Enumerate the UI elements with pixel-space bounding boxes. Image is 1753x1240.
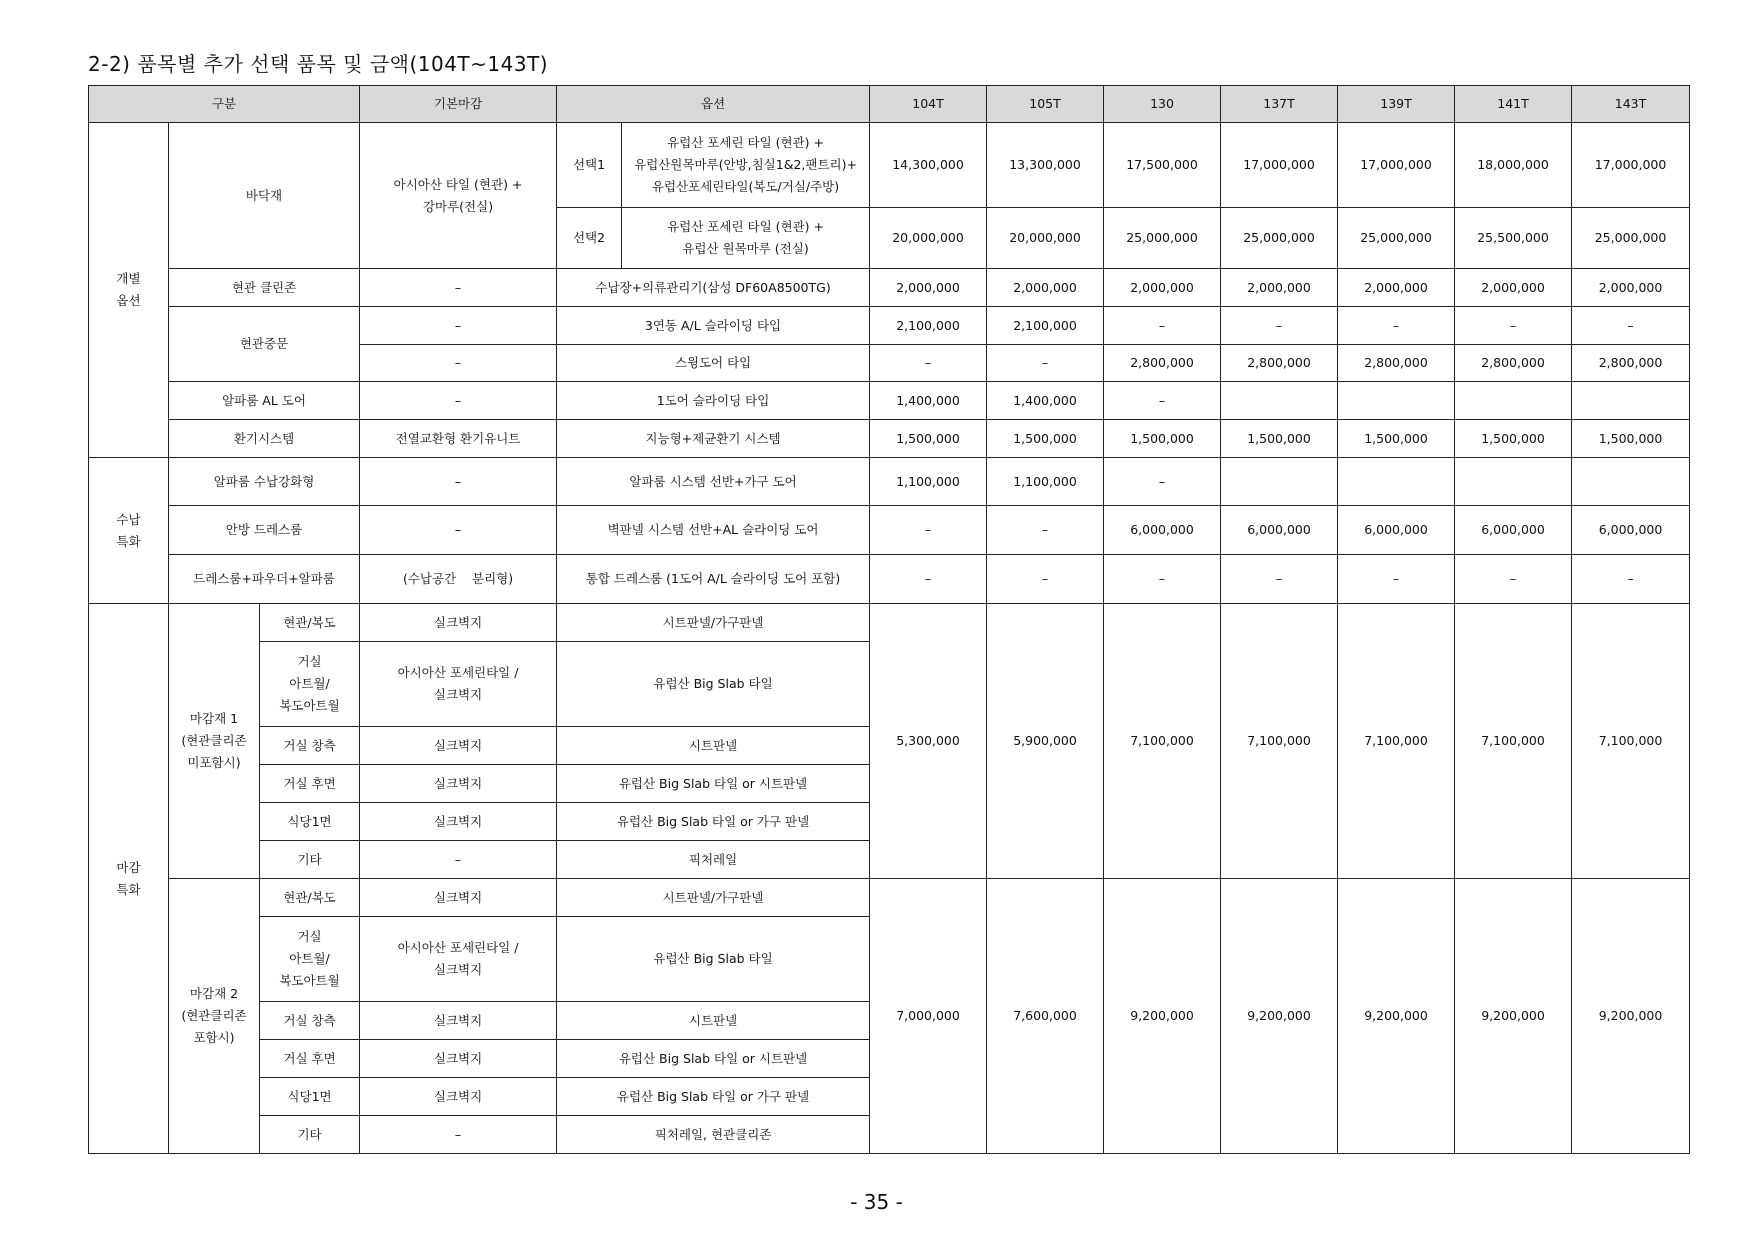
- price-cell: 6,000,000: [1221, 506, 1338, 555]
- option-desc: 유럽산 Big Slab 타일 or 가구 판넬: [557, 1078, 870, 1116]
- price-cell: 1,500,000: [1221, 420, 1338, 458]
- basic-finish: 실크벽지: [360, 1078, 557, 1116]
- header-type: 104T: [870, 86, 987, 123]
- option-desc: 유럽산 Big Slab 타일: [557, 642, 870, 727]
- price-cell: 5,900,000: [987, 604, 1104, 879]
- price-cell: [1221, 458, 1338, 506]
- header-gubun: 구분: [89, 86, 360, 123]
- price-cell: 1,400,000: [987, 382, 1104, 420]
- price-cell: 2,800,000: [1455, 345, 1572, 382]
- price-cell: –: [987, 506, 1104, 555]
- price-cell: –: [1572, 307, 1690, 345]
- option-desc: 1도어 슬라이딩 타입: [557, 382, 870, 420]
- price-cell: 2,800,000: [1104, 345, 1221, 382]
- option-desc: 유럽산 Big Slab 타일: [557, 917, 870, 1002]
- basic-finish: –: [360, 841, 557, 879]
- basic-finish: –: [360, 345, 557, 382]
- option-desc: 시트판넬/가구판넬: [557, 604, 870, 642]
- price-cell: 2,000,000: [1104, 269, 1221, 307]
- price-cell: 1,500,000: [1572, 420, 1690, 458]
- price-cell: 5,300,000: [870, 604, 987, 879]
- group-label-individual: 개별 옵션: [89, 123, 169, 458]
- price-cell: 1,100,000: [987, 458, 1104, 506]
- basic-finish: –: [360, 506, 557, 555]
- option-desc: 픽처레일: [557, 841, 870, 879]
- sub-item: 현관/복도: [260, 604, 360, 642]
- price-cell: 2,000,000: [987, 269, 1104, 307]
- price-cell: 7,600,000: [987, 879, 1104, 1154]
- price-cell: 13,300,000: [987, 123, 1104, 208]
- price-cell: –: [870, 506, 987, 555]
- price-cell: 9,200,000: [1104, 879, 1221, 1154]
- header-type: 141T: [1455, 86, 1572, 123]
- price-cell: 25,000,000: [1221, 208, 1338, 269]
- basic-finish: 실크벽지: [360, 765, 557, 803]
- price-cell: [1572, 382, 1690, 420]
- item-label: 바닥재: [169, 123, 360, 269]
- table-row-dress-powder: [89, 555, 1690, 604]
- option-desc: 시트판넬/가구판넬: [557, 879, 870, 917]
- price-cell: 2,100,000: [987, 307, 1104, 345]
- sub-item: 거실 후면: [260, 765, 360, 803]
- option-desc: 유럽산 포세린 타일 (현관) + 유럽산 원목마루 (전실): [622, 208, 870, 269]
- basic-finish: 전열교환형 환기유니트: [360, 420, 557, 458]
- price-cell: –: [870, 345, 987, 382]
- price-cell: 1,500,000: [1455, 420, 1572, 458]
- basic-finish: 실크벽지: [360, 1040, 557, 1078]
- price-cell: 7,100,000: [1338, 604, 1455, 879]
- price-cell: 1,500,000: [870, 420, 987, 458]
- option-desc: 수납장+의류관리기(삼성 DF60A8500TG): [557, 269, 870, 307]
- price-cell: [1455, 458, 1572, 506]
- group-label-storage: 수납 특화: [89, 458, 169, 604]
- price-cell: –: [987, 555, 1104, 604]
- table-row-alpha-storage: [89, 458, 1690, 506]
- basic-finish: –: [360, 1116, 557, 1154]
- price-cell: –: [1338, 307, 1455, 345]
- price-cell: 1,500,000: [1338, 420, 1455, 458]
- price-cell: 1,500,000: [987, 420, 1104, 458]
- option-desc: 시트판넬: [557, 1002, 870, 1040]
- price-cell: 1,400,000: [870, 382, 987, 420]
- price-cell: –: [987, 345, 1104, 382]
- sub-item: 거실 창측: [260, 727, 360, 765]
- price-cell: 2,000,000: [1572, 269, 1690, 307]
- option-desc: 지능형+제균환기 시스템: [557, 420, 870, 458]
- price-cell: –: [1104, 555, 1221, 604]
- price-cell: –: [1572, 555, 1690, 604]
- basic-finish: 실크벽지: [360, 803, 557, 841]
- option-desc: 3연동 A/L 슬라이딩 타입: [557, 307, 870, 345]
- price-cell: 17,000,000: [1221, 123, 1338, 208]
- price-cell: –: [1455, 555, 1572, 604]
- price-cell: 1,100,000: [870, 458, 987, 506]
- price-cell: 18,000,000: [1455, 123, 1572, 208]
- page-number: - 35 -: [850, 1190, 903, 1214]
- header-basic: 기본마감: [360, 86, 557, 123]
- item-label: 환기시스템: [169, 420, 360, 458]
- group-label-finish: 마감 특화: [89, 604, 169, 1154]
- price-table: [88, 85, 1690, 1154]
- price-cell: 17,000,000: [1572, 123, 1690, 208]
- option-desc: 픽처레일, 현관클리존: [557, 1116, 870, 1154]
- option-desc: 알파룸 시스템 선반+가구 도어: [557, 458, 870, 506]
- table-row-finish1-sub: [89, 604, 1690, 642]
- price-cell: 14,300,000: [870, 123, 987, 208]
- select-label: 선택1: [557, 123, 622, 208]
- table-row-ventilation: [89, 420, 1690, 458]
- price-cell: 7,100,000: [1221, 604, 1338, 879]
- sub-item: 기타: [260, 841, 360, 879]
- finish-label: 마감재 2 (현관클리존 포함시): [169, 879, 260, 1154]
- price-cell: 7,100,000: [1455, 604, 1572, 879]
- header-type: 137T: [1221, 86, 1338, 123]
- price-cell: 2,000,000: [870, 269, 987, 307]
- table-row-dressroom: [89, 506, 1690, 555]
- item-label: 알파룸 AL 도어: [169, 382, 360, 420]
- sub-item: 거실 아트월/ 복도아트월: [260, 917, 360, 1002]
- sub-item: 식당1면: [260, 1078, 360, 1116]
- price-cell: –: [1221, 555, 1338, 604]
- price-cell: 7,100,000: [1572, 604, 1690, 879]
- basic-finish: –: [360, 382, 557, 420]
- item-label: 현관 클린존: [169, 269, 360, 307]
- price-cell: 1,500,000: [1104, 420, 1221, 458]
- price-cell: 7,000,000: [870, 879, 987, 1154]
- header-type: 139T: [1338, 86, 1455, 123]
- price-cell: 2,000,000: [1221, 269, 1338, 307]
- price-cell: –: [1104, 458, 1221, 506]
- price-cell: [1455, 382, 1572, 420]
- price-cell: 9,200,000: [1221, 879, 1338, 1154]
- price-cell: 25,000,000: [1104, 208, 1221, 269]
- price-cell: 9,200,000: [1338, 879, 1455, 1154]
- basic-finish: –: [360, 458, 557, 506]
- page-title: 2-2) 품목별 추가 선택 품목 및 금액(104T~143T): [88, 52, 549, 76]
- price-cell: 25,000,000: [1338, 208, 1455, 269]
- price-cell: [1338, 382, 1455, 420]
- sub-item: 현관/복도: [260, 879, 360, 917]
- basic-finish: 아시아산 포세린타일 / 실크벽지: [360, 917, 557, 1002]
- price-cell: 9,200,000: [1455, 879, 1572, 1154]
- finish-label: 마감재 1 (현관클리존 미포함시): [169, 604, 260, 879]
- header-type: 105T: [987, 86, 1104, 123]
- select-label: 선택2: [557, 208, 622, 269]
- option-desc: 시트판넬: [557, 727, 870, 765]
- basic-finish: 실크벽지: [360, 604, 557, 642]
- basic-finish: (수납공간 분리형): [360, 555, 557, 604]
- basic-finish: 실크벽지: [360, 1002, 557, 1040]
- option-desc: 유럽산 Big Slab 타일 or 가구 판넬: [557, 803, 870, 841]
- price-cell: –: [1104, 382, 1221, 420]
- table-row-floor-select1: [89, 123, 1690, 208]
- option-desc: 유럽산 포세린 타일 (현관) + 유럽산원목마루(안방,침실1&2,팬트리)+ 유럽산포세린타일(복도/거실/주방): [622, 123, 870, 208]
- table-row-alpha-door: [89, 382, 1690, 420]
- price-cell: 2,800,000: [1221, 345, 1338, 382]
- basic-finish: 실크벽지: [360, 727, 557, 765]
- price-cell: 2,800,000: [1572, 345, 1690, 382]
- price-cell: 6,000,000: [1338, 506, 1455, 555]
- price-cell: [1572, 458, 1690, 506]
- price-cell: –: [1455, 307, 1572, 345]
- price-cell: 6,000,000: [1104, 506, 1221, 555]
- price-cell: 2,000,000: [1338, 269, 1455, 307]
- price-cell: 20,000,000: [870, 208, 987, 269]
- price-cell: 20,000,000: [987, 208, 1104, 269]
- price-cell: [1338, 458, 1455, 506]
- header-row: [89, 86, 1690, 123]
- basic-finish: 아시아산 포세린타일 / 실크벽지: [360, 642, 557, 727]
- header-option: 옵션: [557, 86, 870, 123]
- price-cell: –: [870, 555, 987, 604]
- table-row-clean-zone: [89, 269, 1690, 307]
- option-desc: 벽판넬 시스템 선반+AL 슬라이딩 도어: [557, 506, 870, 555]
- item-label: 안방 드레스룸: [169, 506, 360, 555]
- price-cell: 2,100,000: [870, 307, 987, 345]
- price-cell: 6,000,000: [1572, 506, 1690, 555]
- price-cell: 25,000,000: [1572, 208, 1690, 269]
- price-cell: [1221, 382, 1338, 420]
- option-desc: 통합 드레스룸 (1도어 A/L 슬라이딩 도어 포함): [557, 555, 870, 604]
- table-row-entrance-door-a: [89, 307, 1690, 345]
- price-cell: 17,000,000: [1338, 123, 1455, 208]
- basic-finish: 아시아산 타일 (현관) + 강마루(전실): [360, 123, 557, 269]
- price-cell: 2,000,000: [1455, 269, 1572, 307]
- price-cell: 17,500,000: [1104, 123, 1221, 208]
- option-desc: 유럽산 Big Slab 타일 or 시트판넬: [557, 765, 870, 803]
- sub-item: 거실 창측: [260, 1002, 360, 1040]
- sub-item: 기타: [260, 1116, 360, 1154]
- price-cell: –: [1221, 307, 1338, 345]
- basic-finish: –: [360, 269, 557, 307]
- header-type: 143T: [1572, 86, 1690, 123]
- price-cell: 2,800,000: [1338, 345, 1455, 382]
- sub-item: 식당1면: [260, 803, 360, 841]
- price-cell: 25,500,000: [1455, 208, 1572, 269]
- basic-finish: 실크벽지: [360, 879, 557, 917]
- option-desc: 스윙도어 타입: [557, 345, 870, 382]
- basic-finish: –: [360, 307, 557, 345]
- price-cell: –: [1338, 555, 1455, 604]
- item-label: 현관중문: [169, 307, 360, 382]
- sub-item: 거실 아트월/ 복도아트월: [260, 642, 360, 727]
- option-desc: 유럽산 Big Slab 타일 or 시트판넬: [557, 1040, 870, 1078]
- price-cell: 6,000,000: [1455, 506, 1572, 555]
- sub-item: 거실 후면: [260, 1040, 360, 1078]
- price-cell: –: [1104, 307, 1221, 345]
- price-cell: 7,100,000: [1104, 604, 1221, 879]
- item-label: 드레스룸+파우더+알파룸: [169, 555, 360, 604]
- header-type: 130: [1104, 86, 1221, 123]
- item-label: 알파룸 수납강화형: [169, 458, 360, 506]
- price-cell: 9,200,000: [1572, 879, 1690, 1154]
- table-row-finish2-sub: [89, 879, 1690, 917]
